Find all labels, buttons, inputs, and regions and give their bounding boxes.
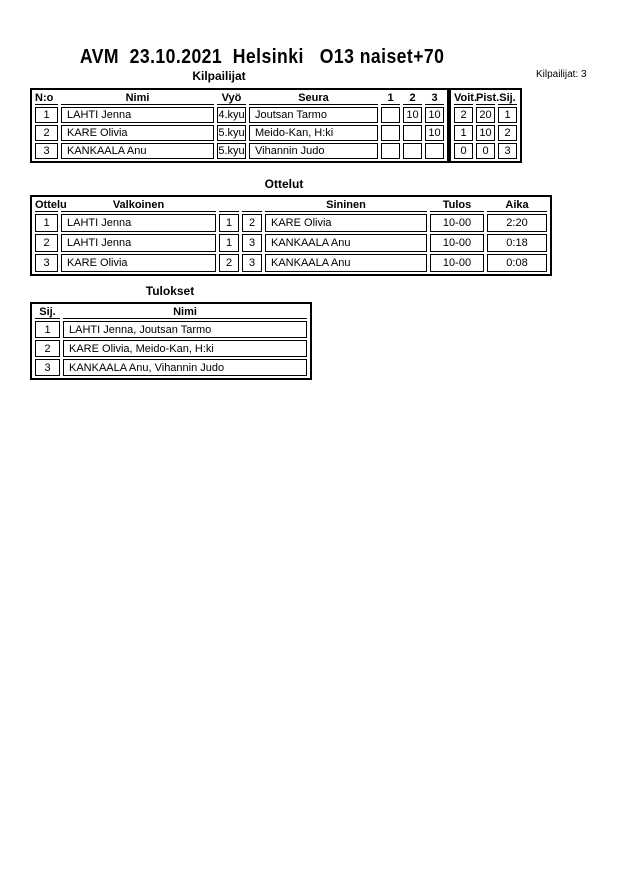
tulokset-table [30,302,312,380]
cell-sininen-no: 3 [242,254,262,272]
page-title-row [0,46,524,69]
ottelut-header-row [35,199,547,212]
tulokset-header-row [35,306,307,319]
cell-sij: 2 [35,340,60,357]
col-header-nimi: Nimi [61,92,214,105]
cell-pist: 20 [476,107,495,123]
col-header-seura: Seura [249,92,378,105]
cell-sininen-no: 3 [242,234,262,252]
ottelut-table [30,195,552,276]
cell-sininen-no: 2 [242,214,262,232]
cell-nimi: LAHTI Jenna, Joutsan Tarmo [63,321,307,338]
cell-nimi: LAHTI Jenna [61,107,214,123]
col-header-sij: Sij. [35,306,60,319]
table-row [35,214,547,232]
cell-seura: Meido-Kan, H:ki [249,125,378,141]
cell-seura: Joutsan Tarmo [249,107,378,123]
cell-valkoinen-no: 1 [219,234,239,252]
table-row [454,107,517,123]
cell-sij: 1 [35,321,60,338]
cell-tulos: 10-00 [430,234,484,252]
cell-sij: 2 [498,125,517,141]
col-header-voit: Voit. [454,92,478,104]
col-header-sij: Sij. [499,92,516,104]
cell-pist: 0 [476,143,495,159]
table-row [35,359,307,376]
col-header-sininen: Sininen [265,199,427,212]
col-header-pist: Pist. [476,92,500,104]
col-header-ottelu: Ottelu [35,199,67,211]
cell-nimi: KARE Olivia, Meido-Kan, H:ki [63,340,307,357]
ottelut-table-group [30,195,552,276]
col-header-aika: Aika [487,199,547,212]
cell-nimi: KANKAALA Anu [61,143,214,159]
kilpailijat-table [30,88,449,163]
cell-no: 3 [35,143,58,159]
kilpailijat-header-row [35,92,444,105]
cell-vyo: 4.kyu [218,109,245,121]
cell-ottelu: 2 [35,234,58,252]
page-title: AVM 23.10.2021 Helsinki O13 naiset+70 [79,46,445,68]
table-row [35,143,444,159]
cell-valkoinen: LAHTI Jenna [61,214,216,232]
cell-round3: 10 [425,125,444,141]
cell-sininen: KANKAALA Anu [265,254,427,272]
cell-vyo: 5.kyu [218,145,245,157]
cell-valkoinen-no: 1 [219,214,239,232]
cell-seura: Vihannin Judo [249,143,378,159]
cell-voit: 0 [454,143,473,159]
cell-vyo: 5.kyu [218,127,245,139]
cell-no: 1 [35,107,58,123]
cell-voit: 2 [454,107,473,123]
cell-sij: 1 [498,107,517,123]
col-header-round1: 1 [381,92,400,105]
cell-sininen: KANKAALA Anu [265,234,427,252]
cell-nimi: KANKAALA Anu, Vihannin Judo [63,359,307,376]
cell-round2 [403,143,422,159]
cell-sininen: KARE Olivia [265,214,427,232]
col-header-round3: 3 [425,92,444,105]
section-title-tulokset: Tulokset [145,284,195,298]
cell-tulos: 10-00 [430,254,484,272]
cell-round1 [381,143,400,159]
cell-tulos: 10-00 [430,214,484,232]
cell-aika: 0:18 [487,234,547,252]
cell-round2: 10 [403,107,422,123]
col-header-no: N:o [35,92,58,105]
table-row [35,125,444,141]
cell-sij: 3 [498,143,517,159]
col-header-tulos: Tulos [430,199,484,212]
table-row [35,234,547,252]
cell-round3: 10 [425,107,444,123]
col-header-vyo: Vyö [217,92,246,105]
col-header-valkoinen: Valkoinen [61,199,216,212]
table-row [35,107,444,123]
cell-aika: 0:08 [487,254,547,272]
cell-round1 [381,125,400,141]
cell-pist: 10 [476,125,495,141]
cell-round2 [403,125,422,141]
col-header-round2: 2 [403,92,422,105]
col-header-spacer [242,199,262,212]
table-row [454,125,517,141]
table-row [35,321,307,338]
kilpailijat-results-header-row [454,92,517,105]
cell-ottelu: 3 [35,254,58,272]
cell-nimi: KARE Olivia [61,125,214,141]
cell-sij: 3 [35,359,60,376]
kilpailijat-table-group [30,88,522,163]
cell-no: 2 [35,125,58,141]
cell-round3 [425,143,444,159]
section-title-ottelut: Ottelut [264,177,304,191]
table-row [454,143,517,159]
table-row [35,340,307,357]
competitor-count: Kilpailijat: 3 [536,69,587,80]
kilpailijat-results-subtable [449,88,522,163]
cell-voit: 1 [454,125,473,141]
cell-valkoinen: KARE Olivia [61,254,216,272]
section-title-kilpailijat: Kilpailijat [192,69,246,83]
cell-round1 [381,107,400,123]
table-row [35,254,547,272]
tulokset-table-group [30,302,312,380]
cell-aika: 2:20 [487,214,547,232]
col-header-spacer [219,199,239,212]
cell-ottelu: 1 [35,214,58,232]
cell-valkoinen: LAHTI Jenna [61,234,216,252]
col-header-nimi: Nimi [63,306,307,319]
cell-valkoinen-no: 2 [219,254,239,272]
